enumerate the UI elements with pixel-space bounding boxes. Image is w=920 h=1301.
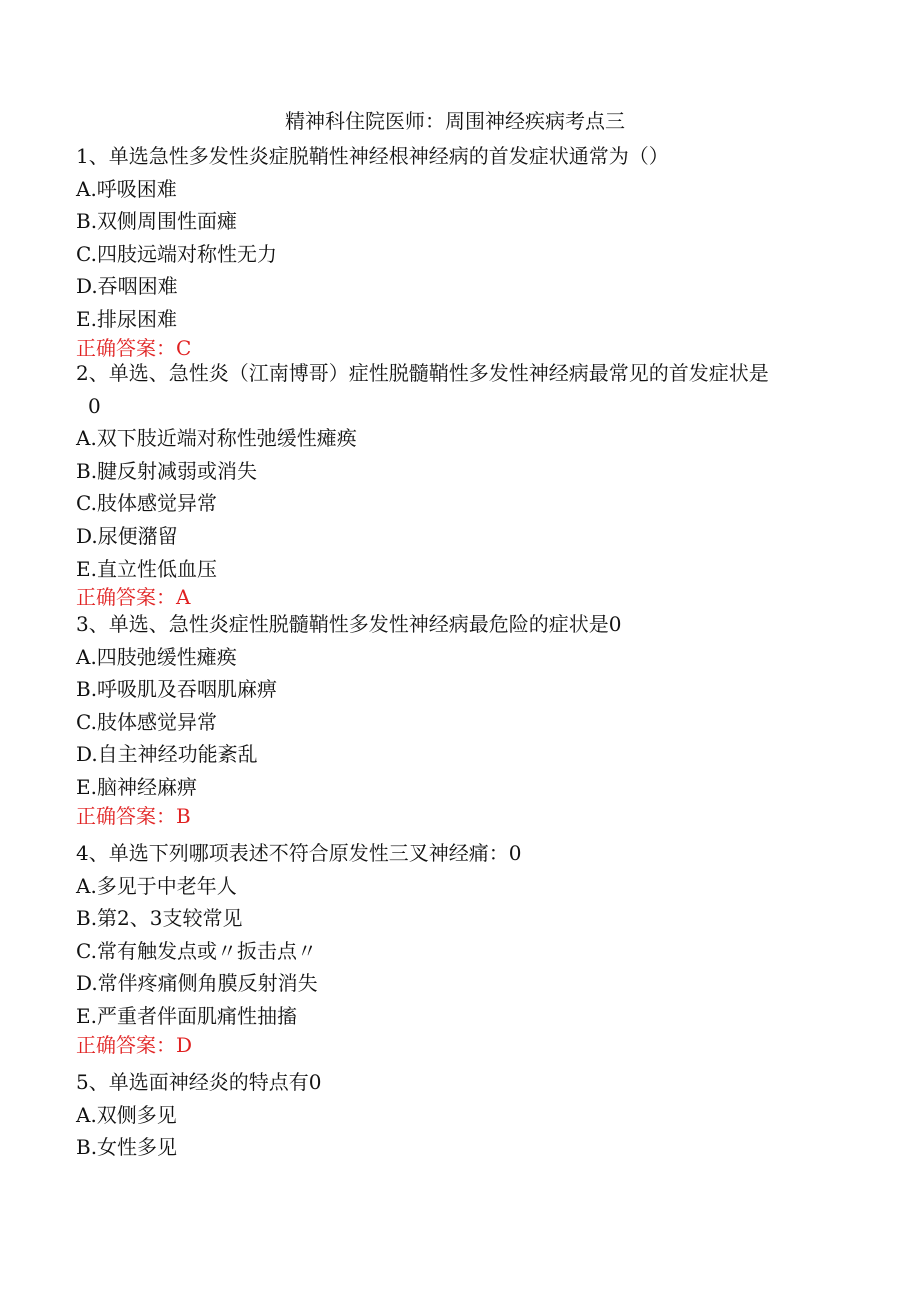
option-a: A.呼吸困难 [76,176,177,201]
answer-label: 正确答案： [76,335,176,360]
answer-label: 正确答案： [76,803,176,828]
option-b: B.第2、3支较常见 [76,906,243,931]
correct-answer [76,585,836,609]
answer-label: 正确答案： [76,585,176,610]
question-5 [76,1066,836,1164]
question-text: 1、单选急性多发性炎症脱鞘性神经根神经病的首发症状通常为（） [76,144,669,168]
answer-label: 正确答案： [76,1032,176,1057]
option-e: E.脑神经麻痹 [76,774,197,799]
option-d: D.常伴疼痛侧角膜反射消失 [76,971,318,996]
correct-answer [76,336,836,360]
answer-value: A [176,585,191,610]
answer-value: B [176,803,191,828]
option-b: B.双侧周围性面瘫 [76,209,238,234]
option-d: D.吞咽困难 [76,274,178,299]
option-e: E.直立性低血压 [76,556,217,581]
option-a: A.四肢弛缓性瘫痪 [76,644,237,669]
answer-value: D [176,1032,193,1057]
question-3 [76,608,836,828]
question-text: 2、单选、急性炎（江南博哥）症性脱髓鞘性多发性神经病最常见的首发症状是 [76,361,769,385]
option-a: A.双下肢近端对称性弛缓性瘫痪 [76,426,357,451]
option-e: E.排尿困难 [76,306,177,331]
option-b: B.腱反射减弱或消失 [76,458,258,483]
option-b: B.女性多见 [76,1135,178,1160]
page-title: 精神科住院医师：周围神经疾病考点三 [285,109,625,133]
question-2 [76,357,836,609]
option-d: D.尿便潴留 [76,523,178,548]
question-1 [76,140,836,360]
option-a: A.多见于中老年人 [76,873,237,898]
option-a: A.双侧多见 [76,1102,177,1127]
question-text: 5、单选面神经炎的特点有0 [76,1070,322,1094]
option-e: E.严重者伴面肌痛性抽搐 [76,1003,297,1028]
option-c: C.四肢远端对称性无力 [76,241,277,266]
option-c: C.常有触发点或〃扳击点〃 [76,938,317,963]
correct-answer [76,1033,836,1057]
question-text-continued: 0 [88,393,101,418]
question-4 [76,837,836,1057]
option-d: D.自主神经功能紊乱 [76,742,258,767]
question-text: 3、单选、急性炎症性脱髓鞘性多发性神经病最危险的症状是0 [76,612,622,636]
option-b: B.呼吸肌及吞咽肌麻痹 [76,677,278,702]
option-c: C.肢体感觉异常 [76,491,217,516]
question-text: 4、单选下列哪项表述不符合原发性三叉神经痛：0 [76,841,522,865]
answer-value: C [176,335,192,360]
correct-answer [76,804,836,828]
option-c: C.肢体感觉异常 [76,709,217,734]
